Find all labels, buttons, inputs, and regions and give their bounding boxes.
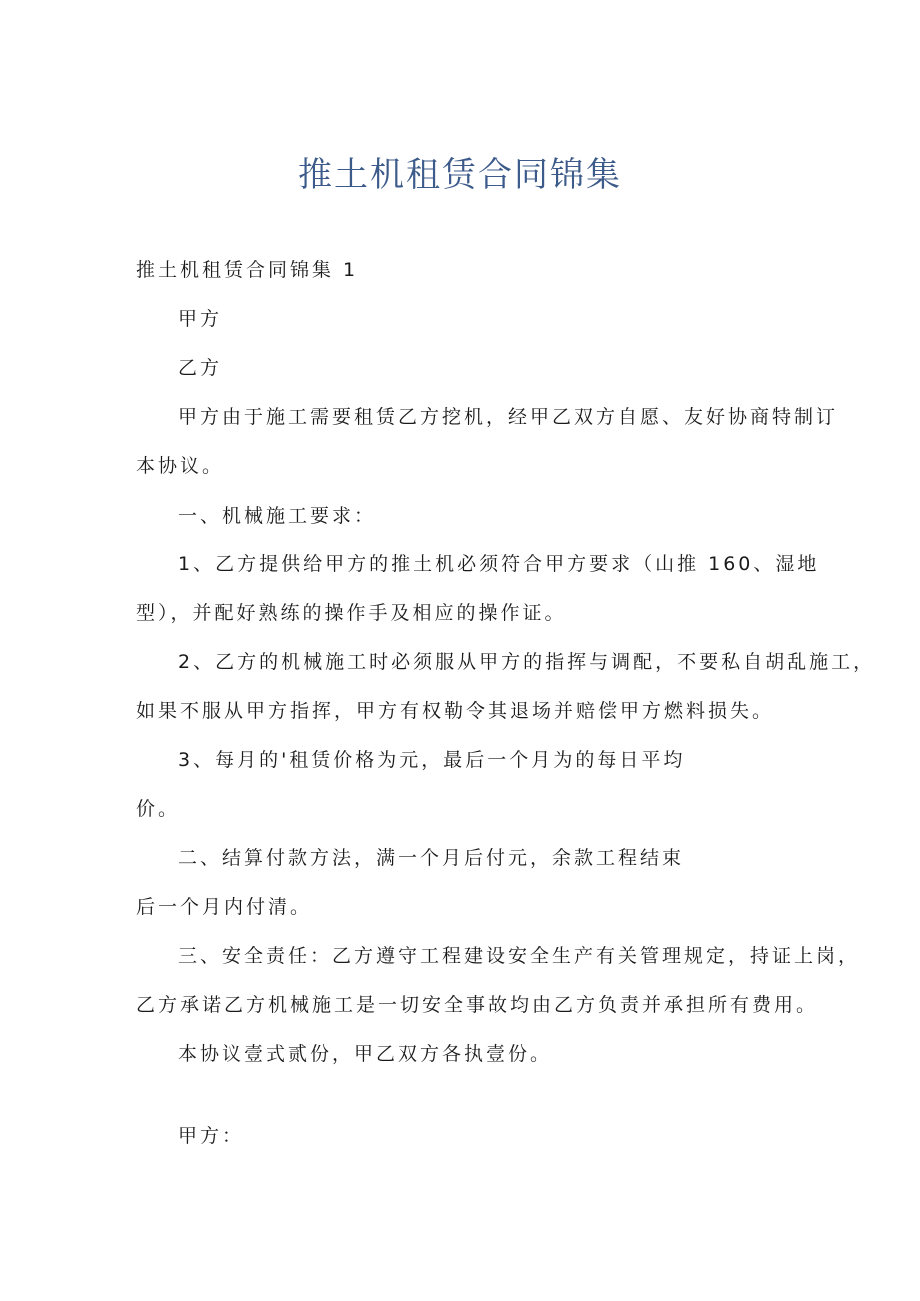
copies-statement: 本协议壹式贰份，甲乙双方各执壹份。 (178, 1043, 553, 1065)
clause-payment-line-1: 二、结算付款方法，满一个月后付元，余款工程结束 (178, 847, 685, 869)
clause-1-line-1: 1、乙方提供给甲方的推土机必须符合甲方要求（山推 160、湿地 (178, 553, 820, 575)
clause-safety-line-2: 乙方承诺乙方机械施工是一切安全事故均由乙方负责并承担所有费用。 (136, 994, 819, 1016)
paragraph-intro-line-1: 甲方由于施工需要租赁乙方挖机，经甲乙双方自愿、友好协商特制订 (178, 406, 839, 428)
party-a-label: 甲方 (178, 308, 223, 330)
clause-3-line-1: 3、每月的'租赁价格为元，最后一个月为的每日平均 (178, 749, 686, 771)
paragraph-intro-line-2: 本协议。 (136, 455, 225, 477)
clause-2-line-2: 如果不服从甲方指挥，甲方有权勒令其退场并赔偿甲方燃料损失。 (136, 700, 775, 722)
party-a-signature-label: 甲方： (178, 1125, 245, 1147)
clause-payment-line-2: 后一个月内付清。 (136, 896, 313, 918)
clause-2-line-1: 2、乙方的机械施工时必须服从甲方的指挥与调配，不要私自胡乱施工， (178, 651, 876, 673)
party-b-label: 乙方 (178, 357, 223, 379)
section-heading: 推土机租赁合同锦集 1 (136, 259, 359, 281)
clause-3-line-2: 价。 (136, 798, 181, 820)
clause-heading-machinery: 一、机械施工要求： (178, 505, 377, 527)
clause-1-line-2: 型），并配好熟练的操作手及相应的操作证。 (136, 602, 567, 624)
clause-safety-line-1: 三、安全责任：乙方遵守工程建设安全生产有关管理规定，持证上岗， (178, 945, 861, 967)
document-title: 推土机租赁合同锦集 (298, 155, 622, 195)
